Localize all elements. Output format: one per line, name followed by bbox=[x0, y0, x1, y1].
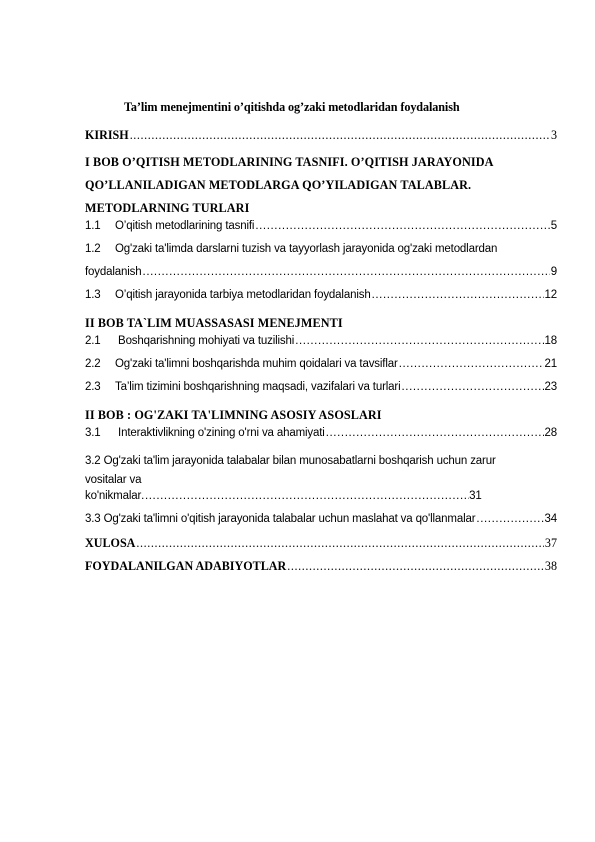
toc-page-number: 12 bbox=[544, 289, 557, 301]
chapter-heading-line: I BOB O’QITISH METODLARINING TASNIFI. O’QITISH JARAYONIDA bbox=[85, 155, 494, 169]
toc-entry-1-1[interactable] bbox=[85, 220, 557, 243]
dot-leader bbox=[141, 490, 469, 502]
toc-entry-label: Boshqarishning mohiyati va tuzilishi bbox=[115, 335, 295, 347]
toc-entry-conclusion[interactable] bbox=[85, 536, 557, 559]
toc-entry-label: Og'zaki ta'limni boshqarishda muhim qoidalari va tavsiflar bbox=[115, 358, 398, 370]
toc-page-number: 23 bbox=[544, 381, 557, 393]
dot-leader bbox=[399, 358, 544, 370]
toc-entry-label: vositalar va bbox=[85, 474, 142, 486]
chapter-2-heading: II BOB TA`LIM MUASSASASI MENEJMENTI bbox=[85, 316, 343, 330]
toc-section-number: 2.2 bbox=[85, 358, 101, 370]
toc-page-number: 34 bbox=[544, 513, 557, 525]
toc-entry-3-3[interactable] bbox=[85, 513, 557, 536]
dot-leader bbox=[255, 220, 549, 232]
toc-page-number: 38 bbox=[544, 559, 557, 573]
toc-entry-label: Ta’lim tizimini boshqarishning maqsadi, vazifalari va turlari bbox=[115, 381, 401, 393]
toc-section-number: 1.2 bbox=[85, 243, 101, 255]
toc-section-number: 2.1 bbox=[85, 335, 101, 347]
chapter-3-heading: II BOB : OG'ZAKI TA'LIMNING ASOSIY ASOSLARI bbox=[85, 408, 382, 422]
toc-page-number: 37 bbox=[544, 536, 557, 550]
toc-page-number: 18 bbox=[544, 335, 557, 347]
toc-page-number: 5 bbox=[550, 220, 557, 232]
toc-entry-1-2[interactable] bbox=[85, 243, 557, 266]
toc-entry-1-2-continued[interactable] bbox=[85, 266, 557, 289]
toc-entry-label: Interaktivlikning o'zining o'rni va ahamiyati bbox=[115, 427, 325, 439]
toc-section-number: 1.1 bbox=[85, 220, 101, 232]
dot-leader bbox=[326, 427, 544, 439]
toc-entry-label: Og'zaki ta'limda darslarni tuzish va tayyorlash jarayonida og'zaki metodlardan bbox=[115, 243, 498, 255]
dot-leader bbox=[143, 266, 550, 278]
toc-page-number: 9 bbox=[550, 266, 557, 278]
toc-entry-references[interactable] bbox=[85, 559, 557, 582]
dot-leader bbox=[295, 335, 543, 347]
toc-entry-2-3[interactable] bbox=[85, 381, 557, 404]
toc-entry-label: KIRISH bbox=[85, 128, 129, 142]
toc-page-number: 21 bbox=[544, 358, 557, 370]
dot-leader bbox=[287, 559, 544, 574]
dot-leader bbox=[372, 289, 544, 301]
toc-entry-2-2[interactable] bbox=[85, 358, 557, 381]
toc-entry-label: FOYDALANILGAN ADABIYOTLAR bbox=[85, 559, 287, 573]
toc-entry-1-3[interactable] bbox=[85, 289, 557, 312]
table-of-contents bbox=[85, 128, 557, 582]
dot-leader bbox=[476, 513, 543, 525]
toc-section-number: 1.3 bbox=[85, 289, 101, 301]
dot-leader bbox=[136, 536, 544, 551]
document-title: Ta’lim menejmentini o’qitishda og’zaki metodlaridan foydalanish bbox=[124, 100, 460, 114]
toc-entry-label: O’qitish metodlarining tasnifi bbox=[115, 220, 255, 232]
toc-entry-label: XULOSA bbox=[85, 536, 136, 550]
toc-entry-label: 3.2 Og'zaki ta'lim jarayonida talabalar bilan munosabatlarni boshqarish uchun zarur bbox=[85, 455, 496, 467]
dot-leader bbox=[402, 381, 544, 393]
chapter-heading-line: QO’LLANILADIGAN METODLARGA QO’YILADIGAN TALABLAR. bbox=[85, 178, 472, 192]
dot-leader bbox=[130, 128, 550, 143]
toc-page-number: 28 bbox=[544, 427, 557, 439]
toc-page-number: 3 bbox=[550, 128, 557, 142]
toc-section-number: 3.1 bbox=[85, 427, 101, 439]
toc-page-number: 31 bbox=[469, 490, 482, 502]
toc-entry-label: ko'nikmalar bbox=[85, 490, 142, 502]
toc-entry-3-1[interactable] bbox=[85, 427, 557, 450]
chapter-1-heading bbox=[85, 151, 557, 220]
toc-entry-label: O’qitish jarayonida tarbiya metodlaridan foydalanish bbox=[115, 289, 371, 301]
toc-section-number: 2.3 bbox=[85, 381, 101, 393]
chapter-heading-line: METODLARNING TURLARI bbox=[85, 201, 250, 215]
toc-entry-label: foydalanish bbox=[85, 266, 142, 278]
toc-entry-3-2[interactable] bbox=[85, 450, 557, 490]
toc-entry-intro[interactable] bbox=[85, 128, 557, 151]
toc-entry-label: 3.3 Og'zaki ta'limni o'qitish jarayonida talabalar uchun maslahat va qo'llanmalar bbox=[85, 513, 476, 525]
toc-entry-3-2-continued[interactable] bbox=[85, 490, 557, 513]
toc-entry-2-1[interactable] bbox=[85, 335, 557, 358]
